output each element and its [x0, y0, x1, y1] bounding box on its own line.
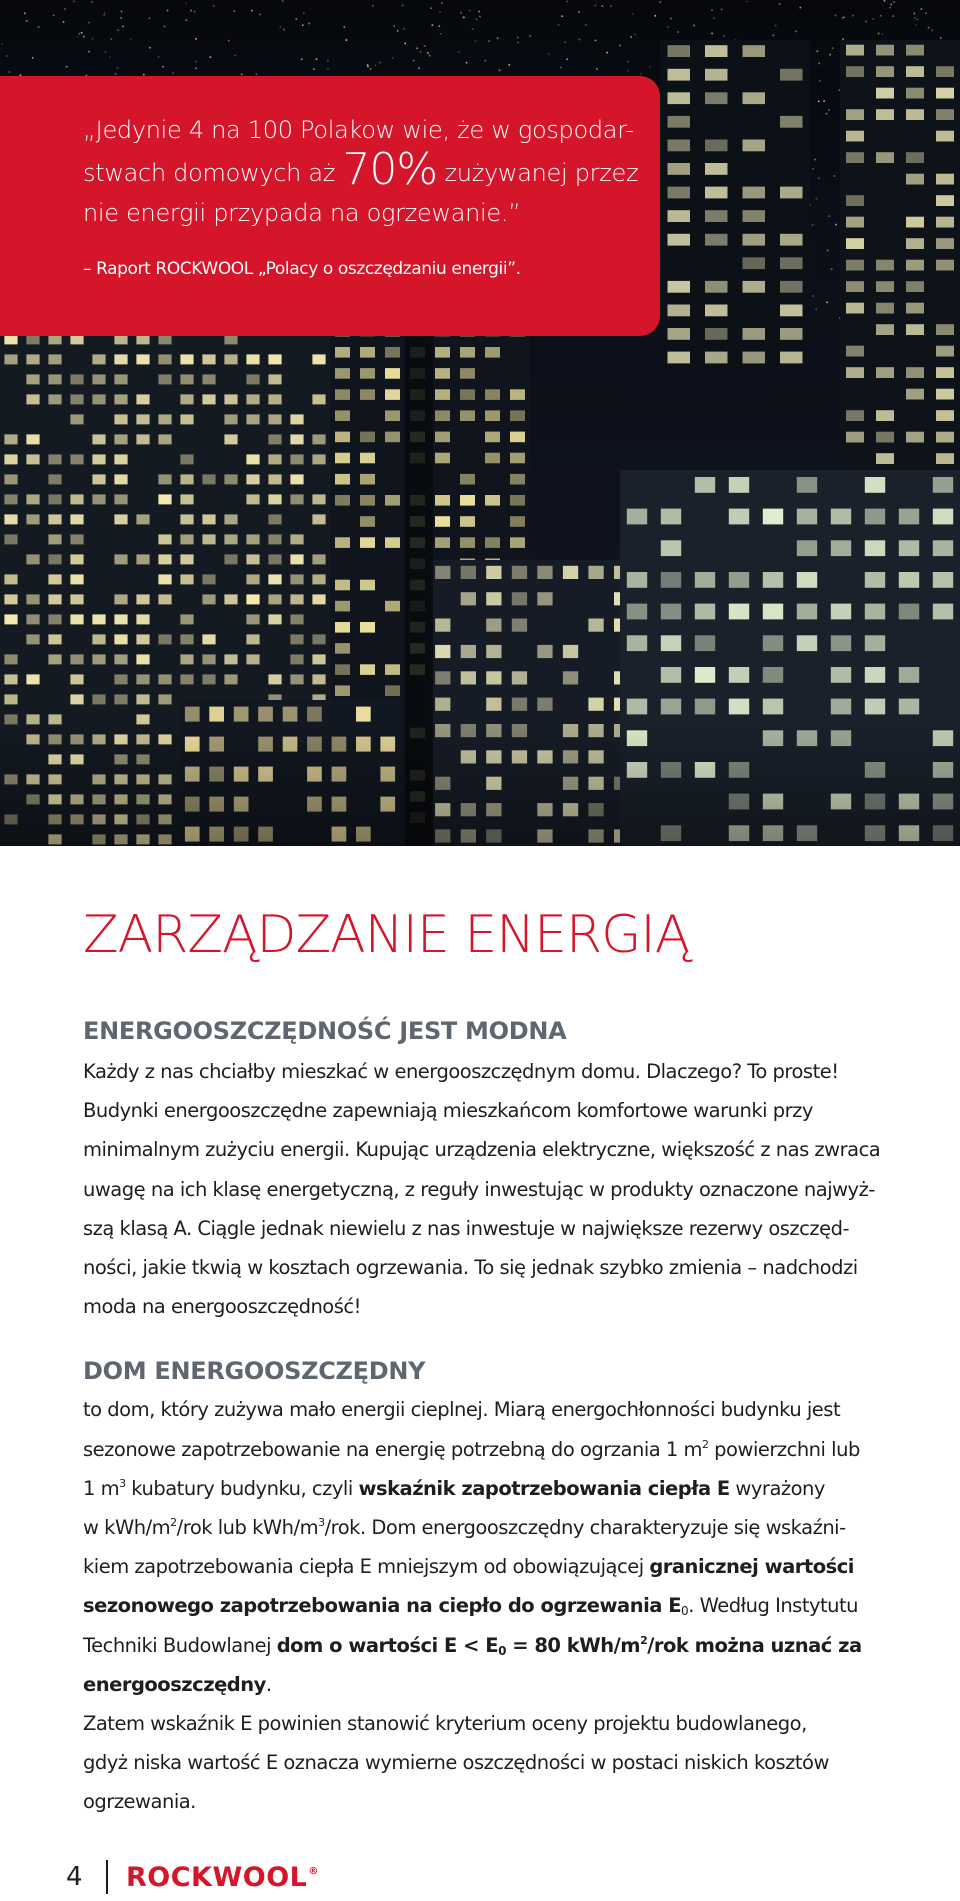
- paragraph-line: Każdy z nas chciałby mieszkać w energooszczędnym domu. Dlaczego? To proste!: [83, 1060, 839, 1083]
- registered-mark: ®: [308, 1865, 319, 1877]
- quote-line-2-end: zużywanej przez: [437, 159, 639, 187]
- bold-text-run: dom o wartości E < E: [276, 1633, 499, 1657]
- text-run: .: [265, 1672, 272, 1696]
- paragraph-line: ogrzewania.: [83, 1790, 196, 1814]
- section-paragraph-energy-efficiency: [83, 1052, 903, 1326]
- rockwool-logo: [126, 1862, 319, 1893]
- text-run: powierzchni lub: [708, 1437, 860, 1461]
- paragraph-line: [83, 1547, 903, 1586]
- paragraph-line: gdyż niska wartość E oznacza wymierne oszczędności w postaci niskich kosztów: [83, 1751, 829, 1775]
- bold-text-run: sezonowego zapotrzebowania na ciepło do ogrzewania E: [83, 1594, 682, 1618]
- quote-line-2: [83, 144, 639, 195]
- bold-text-run: wskaźnik zapotrzebowania ciepła E: [358, 1476, 730, 1500]
- quote-box: [0, 76, 660, 336]
- quote-text: [83, 110, 639, 233]
- paragraph-line: szą klasą A. Ciągle jednak niewielu z nas inwestuje w największe rezerwy oszczęd-: [83, 1216, 850, 1240]
- paragraph-line: uwagę na ich klasę energetyczną, z reguły inwestując w produkty oznaczone najwyż-: [83, 1177, 875, 1201]
- text-run: /rok lub kWh/m: [176, 1516, 319, 1540]
- text-run: Techniki Budowlanej: [83, 1633, 277, 1657]
- superscript: 3: [119, 1476, 126, 1490]
- bold-text-run: granicznej wartości: [649, 1555, 854, 1579]
- paragraph-line: [83, 1469, 903, 1508]
- bold-text-run: = 80 kWh/m: [505, 1633, 641, 1657]
- paragraph-line: moda na energooszczędność!: [83, 1295, 361, 1319]
- bold-text-run: /rok można uznać za: [647, 1633, 862, 1657]
- paragraph-line: Budynki energooszczędne zapewniają mieszkańcom komfortowe warunki przy: [83, 1099, 813, 1123]
- text-run: /rok. Dom energooszczędny charakteryzuje się wskaźni-: [324, 1516, 846, 1540]
- logo-text: ROCKWOOL: [126, 1861, 308, 1893]
- subscript: 0: [498, 1643, 506, 1658]
- superscript: 2: [640, 1633, 648, 1647]
- bold-text-run: energooszczędny: [83, 1672, 266, 1696]
- subscript: 0: [681, 1604, 689, 1619]
- paragraph-line: [83, 1665, 903, 1704]
- text-run: kiem zapotrzebowania ciepła E mniejszym od obowiązującej: [83, 1555, 650, 1579]
- paragraph-line: [83, 1508, 903, 1547]
- section-paragraph-energy-efficient-house: [83, 1390, 903, 1821]
- text-run: sezonowe zapotrzebowanie na energię potrzebną do ogrzania 1 m: [83, 1437, 702, 1461]
- paragraph-line: [83, 1626, 903, 1665]
- paragraph-line: ności, jakie tkwią w kosztach ogrzewania. To się jednak szybko zmienia – nadchodzi: [83, 1256, 858, 1280]
- text-run: wyrażony: [729, 1476, 825, 1500]
- quote-line-3: nie energii przypada na ogrzewanie.”: [83, 199, 521, 227]
- superscript: 2: [701, 1437, 709, 1451]
- quote-line-2-start: stwach domowych aż: [83, 159, 343, 187]
- superscript: 2: [170, 1516, 177, 1530]
- footer-divider: [106, 1860, 108, 1894]
- paragraph-line: Zatem wskaźnik E powinien stanowić kryterium oceny projektu budowlanego,: [83, 1712, 807, 1736]
- paragraph-line: minimalnym zużyciu energii. Kupując urządzenia elektryczne, większość z nas zwraca: [83, 1138, 881, 1162]
- quote-highlight-percentage: 70%: [342, 144, 438, 195]
- paragraph-line: [83, 1430, 903, 1469]
- quote-source: – Raport ROCKWOOL „Polacy o oszczędzaniu energii”.: [83, 259, 521, 279]
- superscript: 3: [318, 1516, 325, 1530]
- text-run: 1 m: [83, 1476, 120, 1500]
- quote-line-1: „Jedynie 4 na 100 Polakow wie, że w gospodar-: [83, 116, 634, 144]
- section-heading-energy-efficient-house: DOM ENERGOOSZCZĘDNY: [83, 1357, 426, 1386]
- section-heading-energy-efficiency: ENERGOOSZCZĘDNOŚĆ JEST MODNA: [83, 1017, 567, 1045]
- page-title: ZARZĄDZANIE ENERGIĄ: [83, 905, 690, 965]
- paragraph-line: [83, 1586, 903, 1625]
- page-number: 4: [66, 1862, 83, 1892]
- text-run: kubatury budynku, czyli: [125, 1476, 359, 1500]
- article-content: [83, 900, 903, 1822]
- text-run: w kWh/m: [83, 1516, 171, 1540]
- text-run: . Według Instytutu: [688, 1594, 859, 1618]
- page-footer: [66, 1855, 319, 1899]
- paragraph-line: to dom, który zużywa mało energii cieplnej. Miarą energochłonności budynku jest: [83, 1398, 841, 1422]
